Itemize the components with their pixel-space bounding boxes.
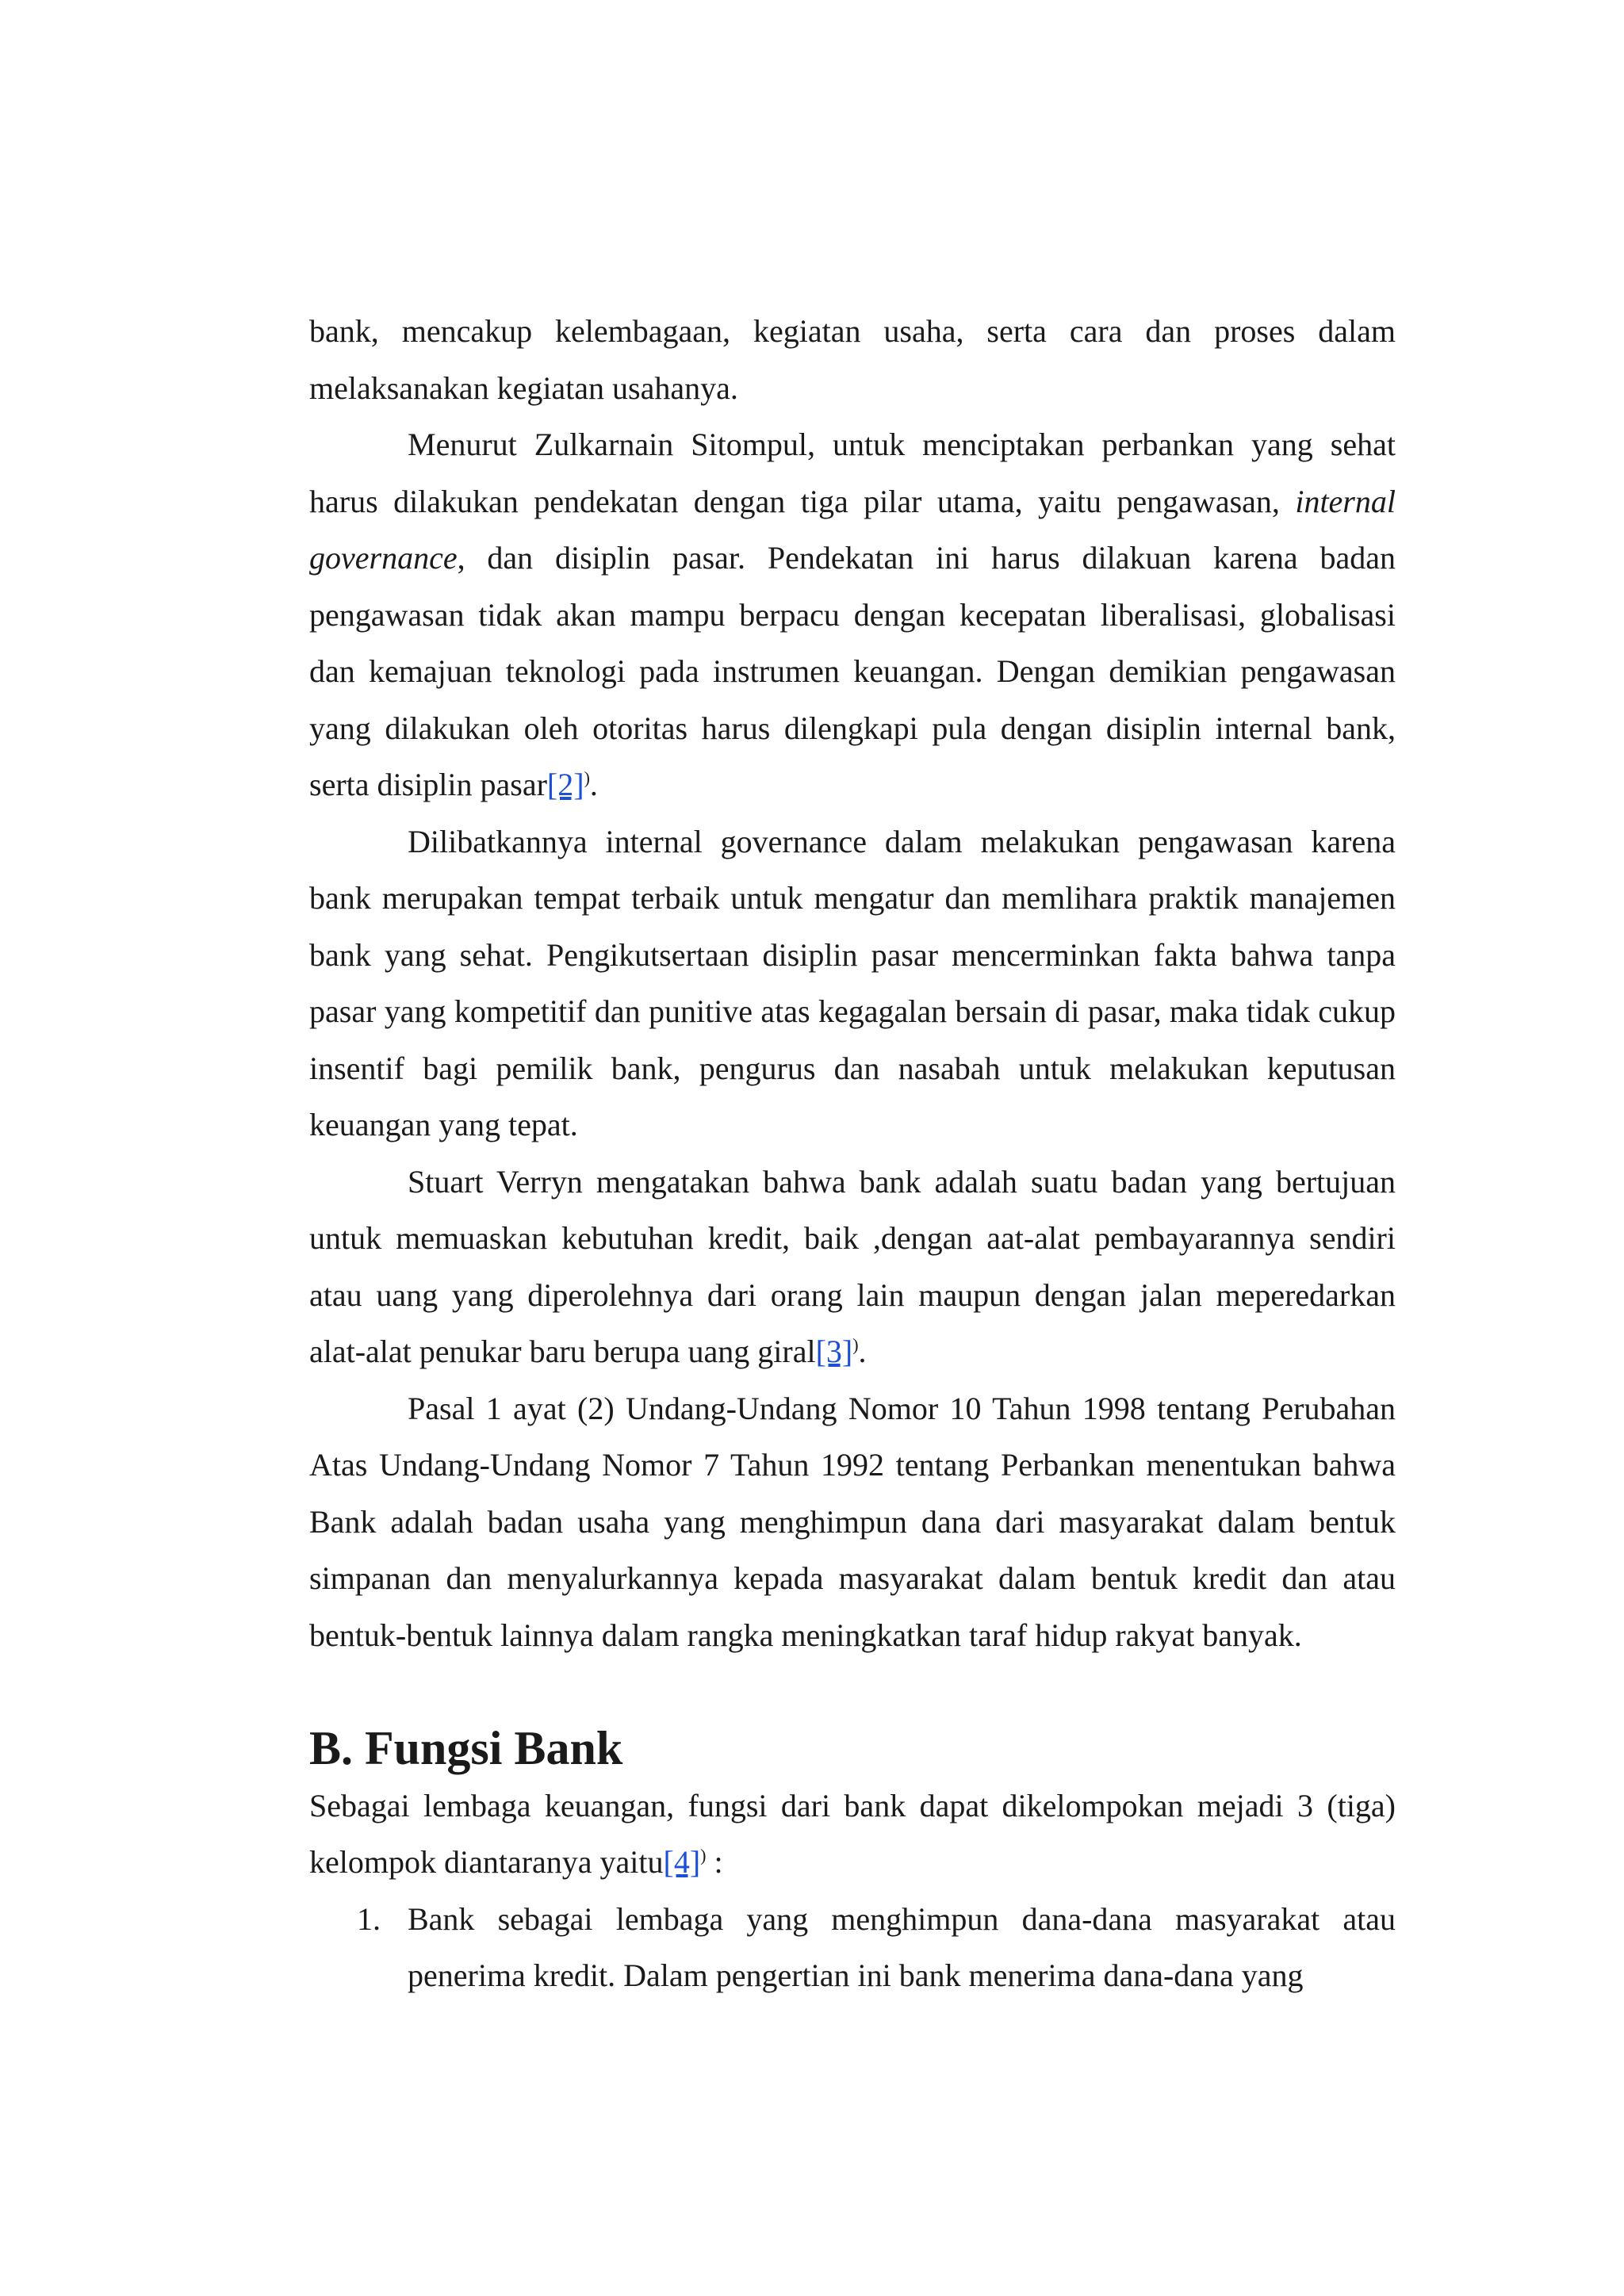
section-intro — [309, 1777, 1396, 1891]
paragraph-1 — [309, 303, 1396, 416]
footnote-sup-4: ) — [700, 1845, 707, 1866]
paragraph-3 — [309, 813, 1396, 1154]
footnote-link-2[interactable]: [2] — [546, 767, 584, 802]
paragraph-2-italic: internal governance — [309, 483, 1396, 576]
document-page — [309, 303, 1396, 2004]
paragraph-2-end: . — [589, 767, 598, 802]
paragraph-5-text: Pasal 1 ayat (2) Undang-Undang Nomor 10 Tahun 1998 tentang Perubahan Atas Undang-Undang Nomor 7 Tahun 1992 tentang Perbankan menentukan bahwa Bank adalah badan usaha yang menghimpun dana dari masyarakat dalam bentuk simpanan dan menyalurkannya kepada masyarakat dalam bentuk kredit dan atau bentuk-bentuk lainnya dalam rangka meningkatkan taraf hidup rakyat banyak. — [309, 1390, 1396, 1653]
paragraph-2-text-b: , dan disiplin pasar. Pendekatan ini harus dilakuan karena badan pengawasan tidak akan mampu berpacu dengan kecepatan liberalisasi, globalisasi dan kemajuan teknologi pada instrumen keuangan. Dengan demikian pengawasan yang dilakukan oleh otoritas harus dilengkapi pula dengan disiplin internal bank, serta disiplin pasar — [309, 540, 1396, 802]
footnote-sup-3: ) — [852, 1334, 859, 1355]
list-item-number: 1. — [357, 1900, 381, 1937]
footnote-sup-2: ) — [584, 767, 590, 788]
paragraph-4 — [309, 1154, 1396, 1380]
footnote-link-3[interactable]: [3] — [815, 1334, 853, 1369]
section-spacer — [309, 1663, 1396, 1720]
section-intro-end: : — [706, 1844, 723, 1880]
paragraph-3-text: Dilibatkannya internal governance dalam melakukan pengawasan karena bank merupakan tempat terbaik untuk mengatur dan memlihara praktik manajemen bank yang sehat. Pengikutsertaan disiplin pasar mencerminkan fakta bahwa tanpa pasar yang kompetitif dan punitive atas kegagalan bersain di pasar, maka tidak cukup insentif bagi pemilik bank, pengurus dan nasabah untuk melakukan keputusan keuangan yang tepat. — [309, 823, 1396, 1142]
section-heading: B. Fungsi Bank — [309, 1722, 623, 1774]
section-intro-text: Sebagai lembaga keuangan, fungsi dari bank dapat dikelompokan mejadi 3 (tiga) kelompok diantaranya yaitu — [309, 1787, 1396, 1880]
paragraph-2 — [309, 416, 1396, 813]
paragraph-1-text: bank, mencakup kelembagaan, kegiatan usaha, serta cara dan proses dalam melaksanakan kegiatan usahanya. — [309, 313, 1396, 406]
paragraph-4-text: Stuart Verryn mengatakan bahwa bank adalah suatu badan yang bertujuan untuk memuaskan kebutuhan kredit, baik ,dengan aat-alat pembayarannya sendiri atau uang yang diperolehnya dari orang lain maupun dengan jalan meperedarkan alat-alat penukar baru berupa uang giral — [309, 1163, 1396, 1369]
list-item-text: Bank sebagai lembaga yang menghimpun dana-dana masyarakat atau penerima kredit. Dalam pengertian ini bank menerima dana-dana yang — [408, 1900, 1396, 1993]
paragraph-5 — [309, 1380, 1396, 1664]
list-item — [309, 1891, 1396, 2004]
footnote-link-4[interactable]: [4] — [663, 1844, 701, 1880]
paragraph-2-text-a: Menurut Zulkarnain Sitompul, untuk menciptakan perbankan yang sehat harus dilakukan pendekatan dengan tiga pilar utama, yaitu pengawasan, — [309, 427, 1396, 519]
paragraph-4-end: . — [858, 1334, 867, 1369]
